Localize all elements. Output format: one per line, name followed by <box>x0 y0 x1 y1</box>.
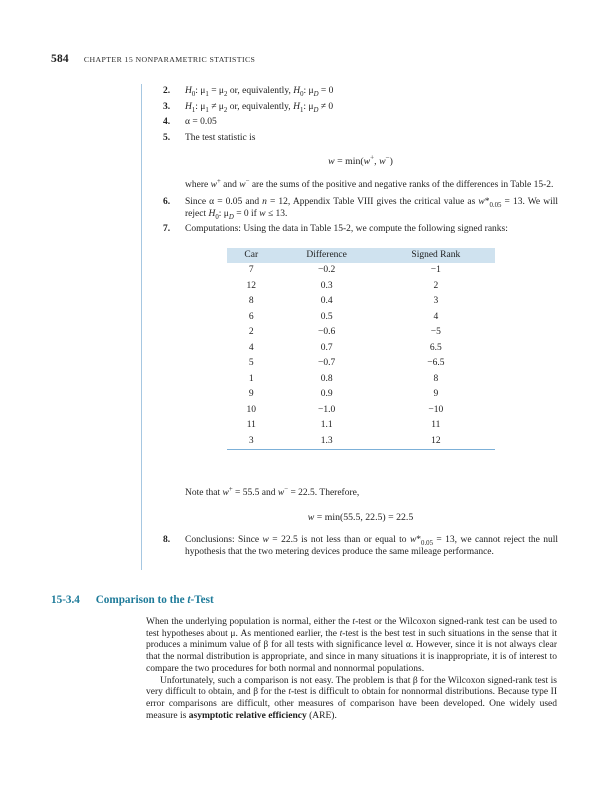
table-cell: 0.9 <box>320 389 333 399</box>
table-cell: −0.2 <box>318 265 336 275</box>
note-text: Note that w+ = 55.5 and w− = 22.5. Therefore, <box>185 485 360 498</box>
list-item <box>163 224 558 236</box>
table-cell: 6 <box>248 311 254 322</box>
table-cell: 0.3 <box>320 280 333 291</box>
table-row <box>227 310 495 326</box>
table-cell: 4 <box>433 311 439 322</box>
list-item <box>163 117 558 129</box>
table-cell: 7 <box>248 265 254 275</box>
table-cell: 1.3 <box>320 435 333 446</box>
table-cell: 2 <box>433 280 439 291</box>
table-row <box>227 279 495 295</box>
step-number: 5. <box>163 132 171 143</box>
table-row <box>227 434 495 450</box>
list-item <box>163 197 558 220</box>
table-cell: 8 <box>248 296 254 306</box>
table-cell: 0.8 <box>320 373 333 384</box>
signed-ranks-table <box>227 248 495 451</box>
table-cell: 8 <box>433 373 439 384</box>
table-cell: 0.4 <box>320 296 333 306</box>
table-cell: −5 <box>430 327 441 337</box>
paragraph: When the underlying population is normal, either the t-test or the Wilcoxon signed-rank test can be used to test hypotheses about μ. As mentioned earlier, the t-test is the best test in such situations in the sense that it produces a minimum value of β for all tests with significance level α. However, since it is not always clear that the normal distribution is appropriate, and since in many situations it is inappropriate, it is of interest to compare the two procedures for both normal and nonnormal populations. <box>146 617 558 674</box>
equation-result: w = min(55.5, 22.5) = 22.5 <box>307 511 414 523</box>
table-cell: −0.6 <box>318 327 336 337</box>
step-text: $H_0$: $\mu_1 = \mu_2$ or, equivalently, $H_0$: $\mu_D = 0$ <box>185 86 334 98</box>
step-text: Computations: Using the data in Table 15-2, we compute the following signed ranks: <box>185 224 508 234</box>
table-row <box>227 325 495 341</box>
table-cell: 6.5 <box>429 342 442 353</box>
paragraph: Unfortunately, such a comparison is not easy. The problem is that β for the Wilcoxon signed-rank test is very difficult to obtain, and β for the t-test is difficult to obtain for nonnormal distributions. Because type II error comparisons are difficult, other measures of comparison have been developed. One widely used measure is asymptotic relative efficiency (ARE). <box>146 675 557 721</box>
table-cell: 11 <box>246 420 256 430</box>
step-text: Conclusions: Since w = 22.5 is not less than or equal to $w*_{0.05} = 13$, we cannot reject the null hypothesis that the two metering devices produce the same mileage performance. <box>185 535 558 557</box>
table-header-row <box>227 248 495 264</box>
table-cell: 9 <box>433 389 439 399</box>
step-number: 2. <box>163 86 171 96</box>
table-row <box>227 372 495 388</box>
table-cell: 9 <box>248 389 254 399</box>
table-cell: 12 <box>431 435 441 446</box>
table-cell: −1.0 <box>318 404 336 415</box>
list-item <box>163 535 558 558</box>
table-cell: −10 <box>428 404 444 415</box>
section-number: 15-3.4 <box>51 594 80 606</box>
list-item <box>163 86 558 98</box>
section-title: Comparison to the t-Test <box>95 594 214 606</box>
table-cell: 12 <box>246 280 257 291</box>
step-text: Since α = 0.05 and n = 12, Appendix Table VIII gives the critical value as $w*_{0.05} = 13$. We will reject $H_0$: $\mu_D = 0$ if w ≤ 13. <box>185 197 558 221</box>
step-text: $H_1$: $\mu_1 \ne \mu_2$ or, equivalently, $H_1$: $\mu_D \ne 0$ <box>185 101 334 114</box>
equation-test-statistic: w = min(w+, w−) <box>328 153 393 167</box>
step-text: The test statistic is <box>185 132 256 143</box>
table-cell: −0.7 <box>318 358 336 368</box>
table-cell: 2 <box>248 327 254 337</box>
column-header: Signed Rank <box>377 248 494 264</box>
section-block <box>0 594 609 722</box>
table-cell: 5 <box>248 358 254 368</box>
table-cell: 3 <box>433 296 439 306</box>
table-cell: 10 <box>246 404 257 415</box>
step-number: 7. <box>163 224 171 234</box>
chapter-title: CHAPTER 15 NONPARAMETRIC STATISTICS <box>83 55 256 64</box>
table-cell: 1.1 <box>320 420 333 430</box>
table-cell: −6.5 <box>427 358 445 368</box>
step-number: 4. <box>163 117 171 127</box>
running-head <box>51 53 255 65</box>
section-heading <box>51 594 609 606</box>
page-number: 584 <box>51 53 69 65</box>
table-row <box>227 418 495 434</box>
table-cell: 11 <box>431 420 441 430</box>
step-text: α = 0.05 <box>185 117 217 127</box>
step-number: 8. <box>163 535 171 545</box>
table-row <box>227 341 495 357</box>
table-cell: −1 <box>430 265 441 275</box>
table-row <box>227 294 495 310</box>
column-header: Car <box>227 248 277 264</box>
table-row <box>227 403 495 419</box>
list-item <box>163 133 558 145</box>
table-row <box>227 356 495 372</box>
step-continuation: where w+ and w− are the sums of the positive and negative ranks of the differences in Table 15-2. <box>185 177 554 190</box>
table-row <box>227 387 495 403</box>
step-number: 3. <box>163 101 171 112</box>
column-header: Difference <box>276 248 377 264</box>
table-row <box>227 263 495 279</box>
step-number: 6. <box>163 197 171 207</box>
table-cell: 0.7 <box>320 342 333 353</box>
table-cell: 0.5 <box>320 311 333 322</box>
worked-example-block <box>141 84 558 570</box>
table-cell: 3 <box>248 435 254 446</box>
table-cell: 1 <box>248 373 254 384</box>
list-item <box>163 102 558 114</box>
table-cell: 4 <box>248 342 254 353</box>
